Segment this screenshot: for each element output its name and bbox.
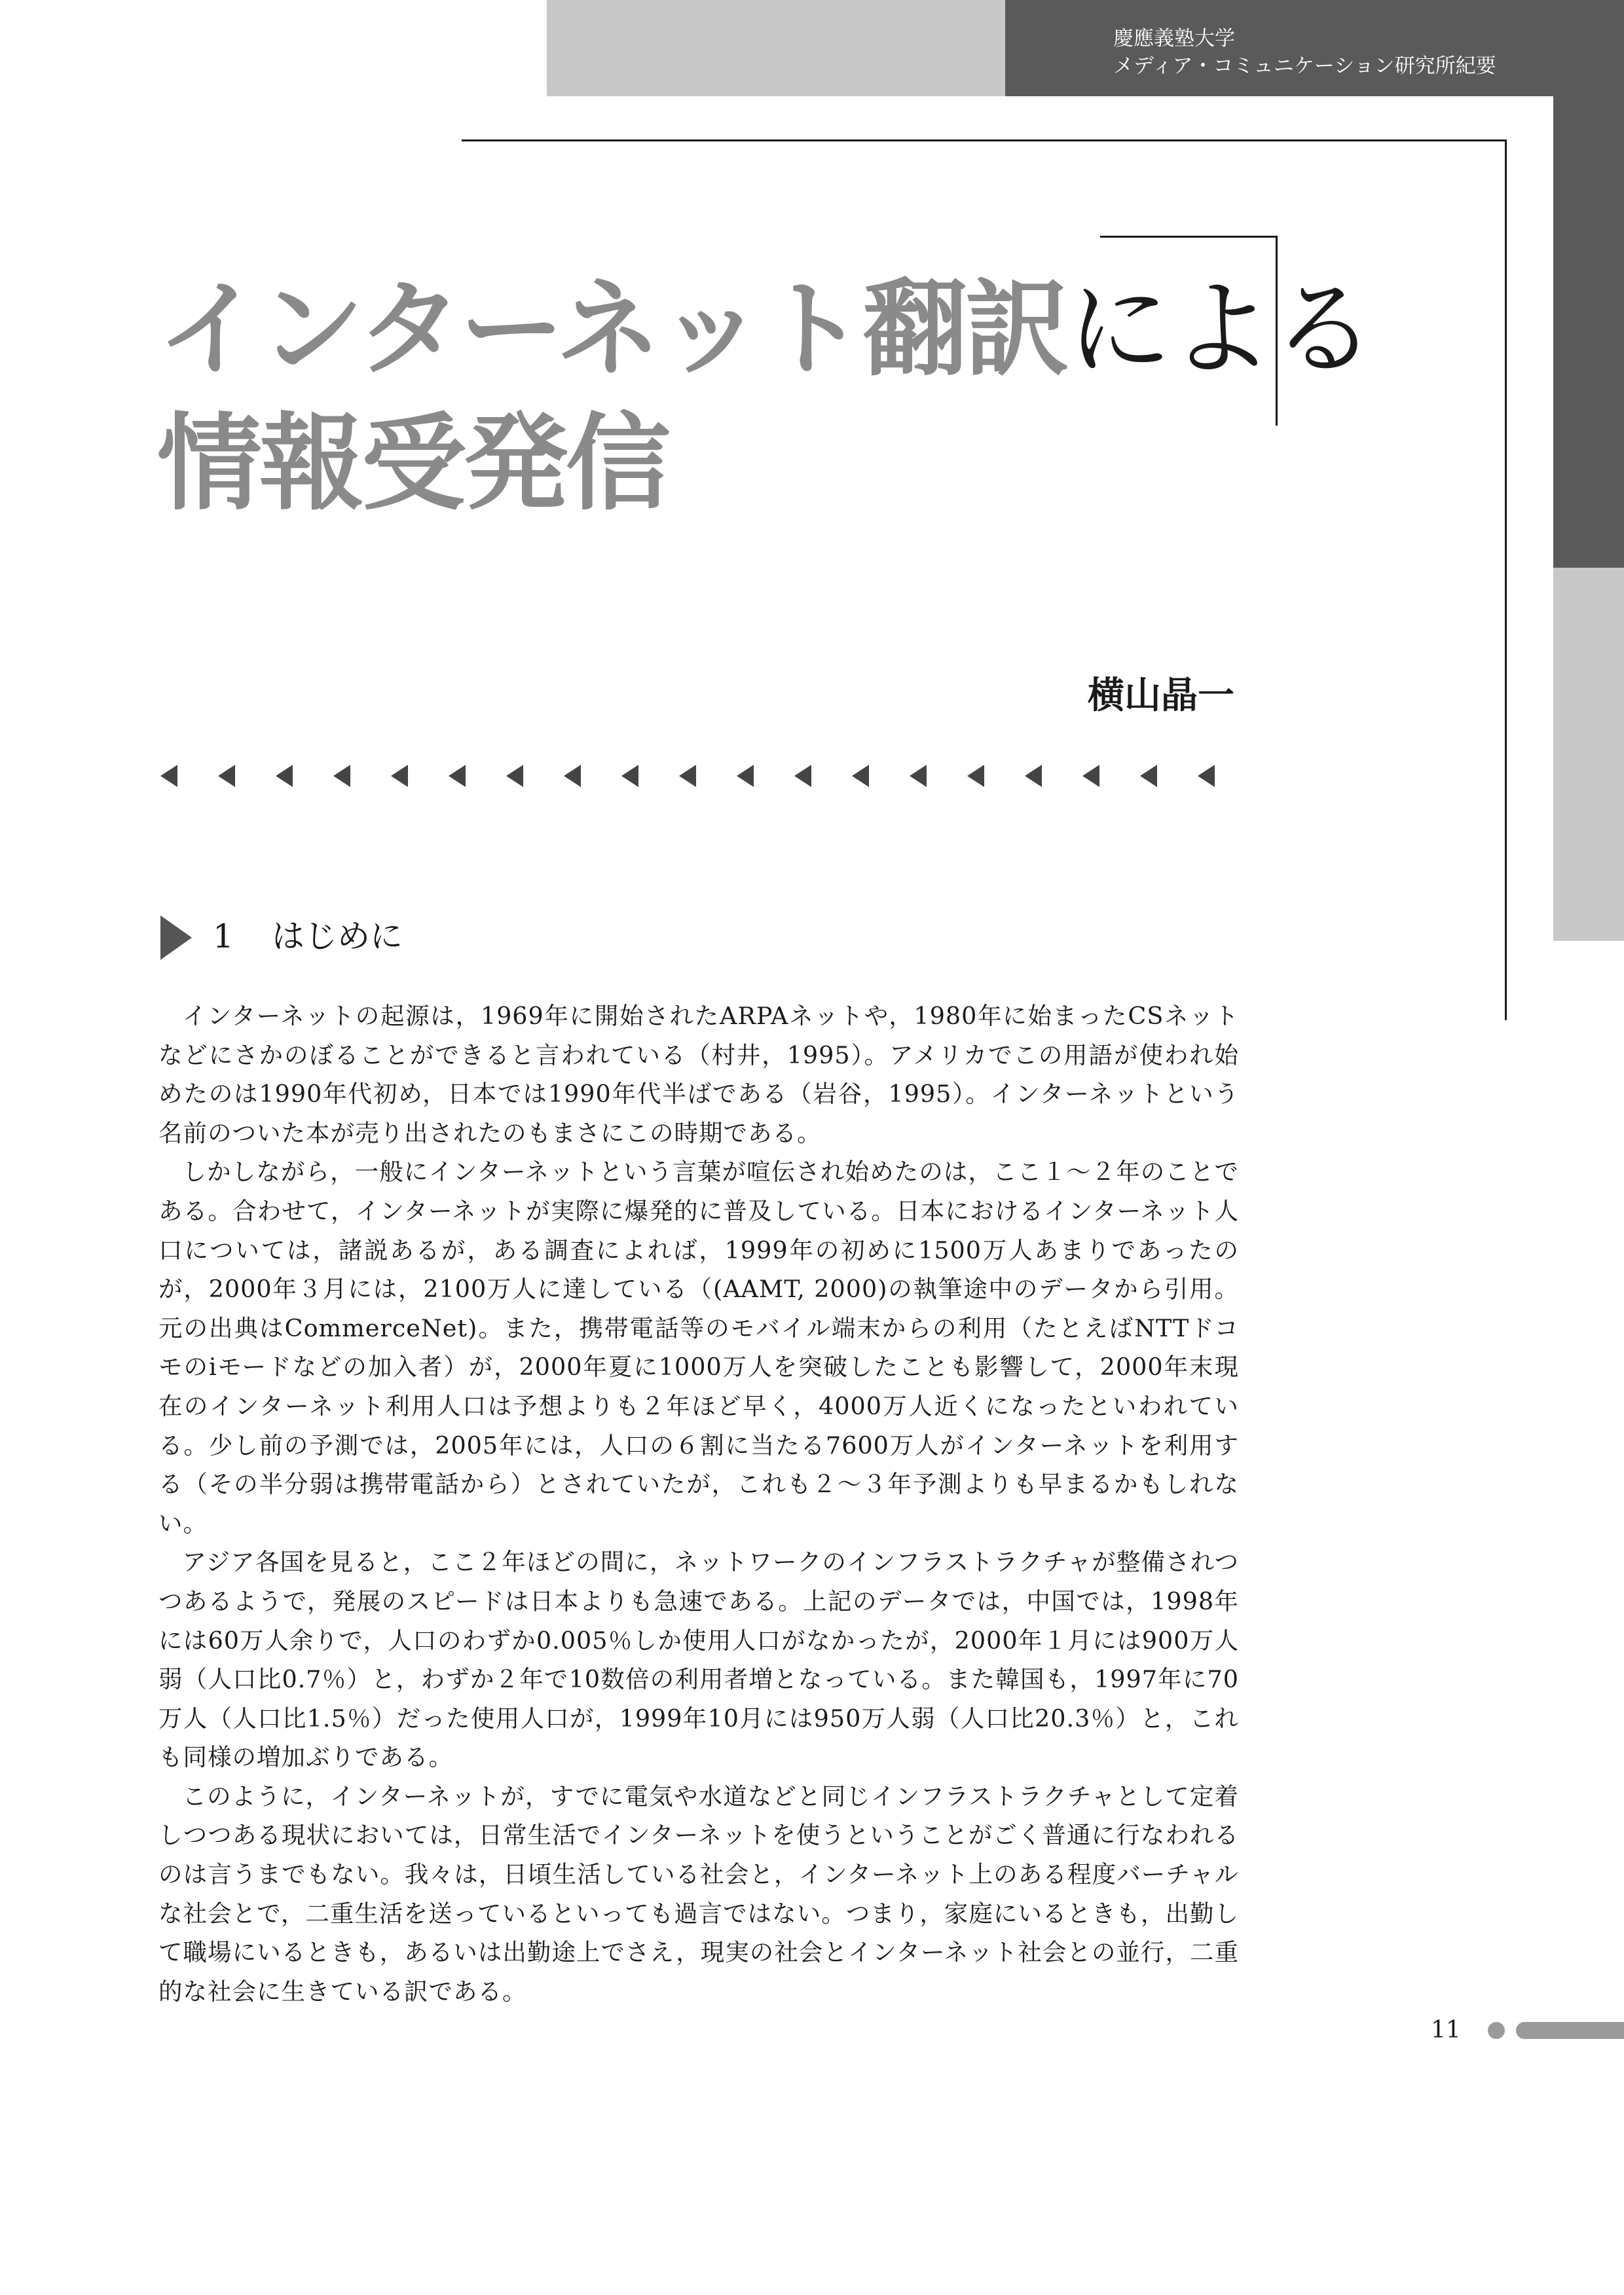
author-name: 横山晶一 bbox=[1088, 674, 1234, 717]
title-line-1-black: による bbox=[1067, 268, 1374, 390]
divider-triangle-icon bbox=[679, 765, 696, 787]
divider-triangle-icon bbox=[794, 765, 811, 787]
divider-triangle-icon bbox=[621, 765, 638, 787]
page-dot-icon bbox=[1488, 2022, 1505, 2039]
frame-rule-right bbox=[1505, 139, 1507, 1020]
section-triangle-icon bbox=[160, 915, 192, 960]
paragraph: しかしながら，一般にインターネットという言葉が喧伝され始めたのは，ここ１～２年のことである。合わせて，インターネットが実際に爆発的に普及している。日本におけるインターネット人口については，諸説あるが，ある調査によれば，1999年の初めに1500万人あまりであったのが，2000年３月には，2100万人に達している（(AAMT, 2000)の執筆途中のデータから引用。元の出典はCommerceNet)。また，携帯電話等のモバイル端末からの利用（たとえばNTTドコモのiモードなどの加入者）が，2000年夏に1000万人を突破したことも影響して，2000年末現在のインターネット利用人口は予想よりも２年ほど早く，4000万人近くになったといわれている。少し前の予測では，2005年には，人口の６割に当たる7600万人がインターネットを利用する（その半分弱は携帯電話から）とされていたが，これも２～３年予測よりも早まるかもしれない。 bbox=[158, 1158, 1239, 1537]
divider-triangle-icon bbox=[218, 765, 235, 787]
divider-triangle-icon bbox=[852, 765, 869, 787]
side-tab-dark bbox=[1553, 96, 1624, 568]
title-line-2 bbox=[157, 396, 1374, 530]
paragraph: このように，インターネットが，すでに電気や水道などと同じインフラストラクチャとして定着しつつある現状においては，日常生活でインターネットを使うということがごく普通に行なわれるのは言うまでもない。我々は，日頃生活している社会と，インターネット上のある程度バーチャルな社会とで，二重生活を送っているといっても過言ではない。つまり，家庭にいるときも，出勤して職場にいるときも，あるいは出勤途上でさえ，現実の社会とインターネット社会との並行，二重的な社会に生きている訳である。 bbox=[158, 1782, 1239, 2006]
title-line-1-gray: インターネット翻訳 bbox=[157, 268, 1067, 390]
journal-institution: 慶應義塾大学 bbox=[1113, 27, 1235, 50]
divider-triangle-icon bbox=[564, 765, 581, 787]
article-title bbox=[157, 262, 1374, 530]
divider-triangle-icon bbox=[276, 765, 293, 787]
page-number: 11 bbox=[1431, 2017, 1461, 2044]
divider-triangle-icon bbox=[1140, 765, 1157, 787]
side-tab-light bbox=[1553, 568, 1624, 941]
divider-triangle-icon bbox=[910, 765, 927, 787]
title-corner-rule-h bbox=[1100, 236, 1277, 238]
section-title: はじめに bbox=[272, 917, 403, 955]
divider-triangle-icon bbox=[737, 765, 754, 787]
title-line-2-gray: 情報受発信 bbox=[157, 402, 669, 524]
divider-triangle-icon bbox=[160, 765, 177, 787]
triangle-divider bbox=[160, 765, 1234, 791]
divider-triangle-icon bbox=[1082, 765, 1099, 787]
paragraph: アジア各国を見ると，ここ２年ほどの間に，ネットワークのインフラストラクチャが整備されつつあるようで，発展のスピードは日本よりも急速である。上記のデータでは，中国では，1998年には60万人余りで，人口のわずか0.005％しか使用人口がなかったが，2000年１月には900万人弱（人口比0.7％）と，わずか２年で10数倍の利用者増となっている。また韓国も，1997年に70万人（人口比1.5％）だった使用人口が，1999年10月には950万人弱（人口比20.3％）と，これも同様の増加ぶりである。 bbox=[158, 1548, 1239, 1772]
divider-triangle-icon bbox=[391, 765, 408, 787]
divider-triangle-icon bbox=[1025, 765, 1042, 787]
journal-header bbox=[1113, 25, 1496, 80]
divider-triangle-icon bbox=[1198, 765, 1215, 787]
divider-triangle-icon bbox=[449, 765, 466, 787]
paragraph: インターネットの起源は，1969年に開始されたARPAネットや，1980年に始まったCSネットなどにさかのぼることができると言われている（村井，1995）。アメリカでこの用語が使われ始めたのは1990年代初め，日本では1990年代半ばである（岩谷，1995）。インターネットという名前のついた本が売り出されたのもまさにこの時期である。 bbox=[158, 1002, 1239, 1147]
body-text bbox=[158, 997, 1239, 2011]
page-bar-decoration bbox=[1516, 2022, 1624, 2039]
header-band-light bbox=[547, 0, 1005, 96]
title-line-1 bbox=[157, 262, 1374, 396]
divider-triangle-icon bbox=[967, 765, 984, 787]
frame-rule-top bbox=[462, 139, 1506, 141]
divider-triangle-icon bbox=[506, 765, 523, 787]
section-number: 1 bbox=[213, 917, 234, 955]
journal-name: メディア・コミュニケーション研究所紀要 bbox=[1113, 54, 1496, 78]
divider-triangle-icon bbox=[333, 765, 350, 787]
